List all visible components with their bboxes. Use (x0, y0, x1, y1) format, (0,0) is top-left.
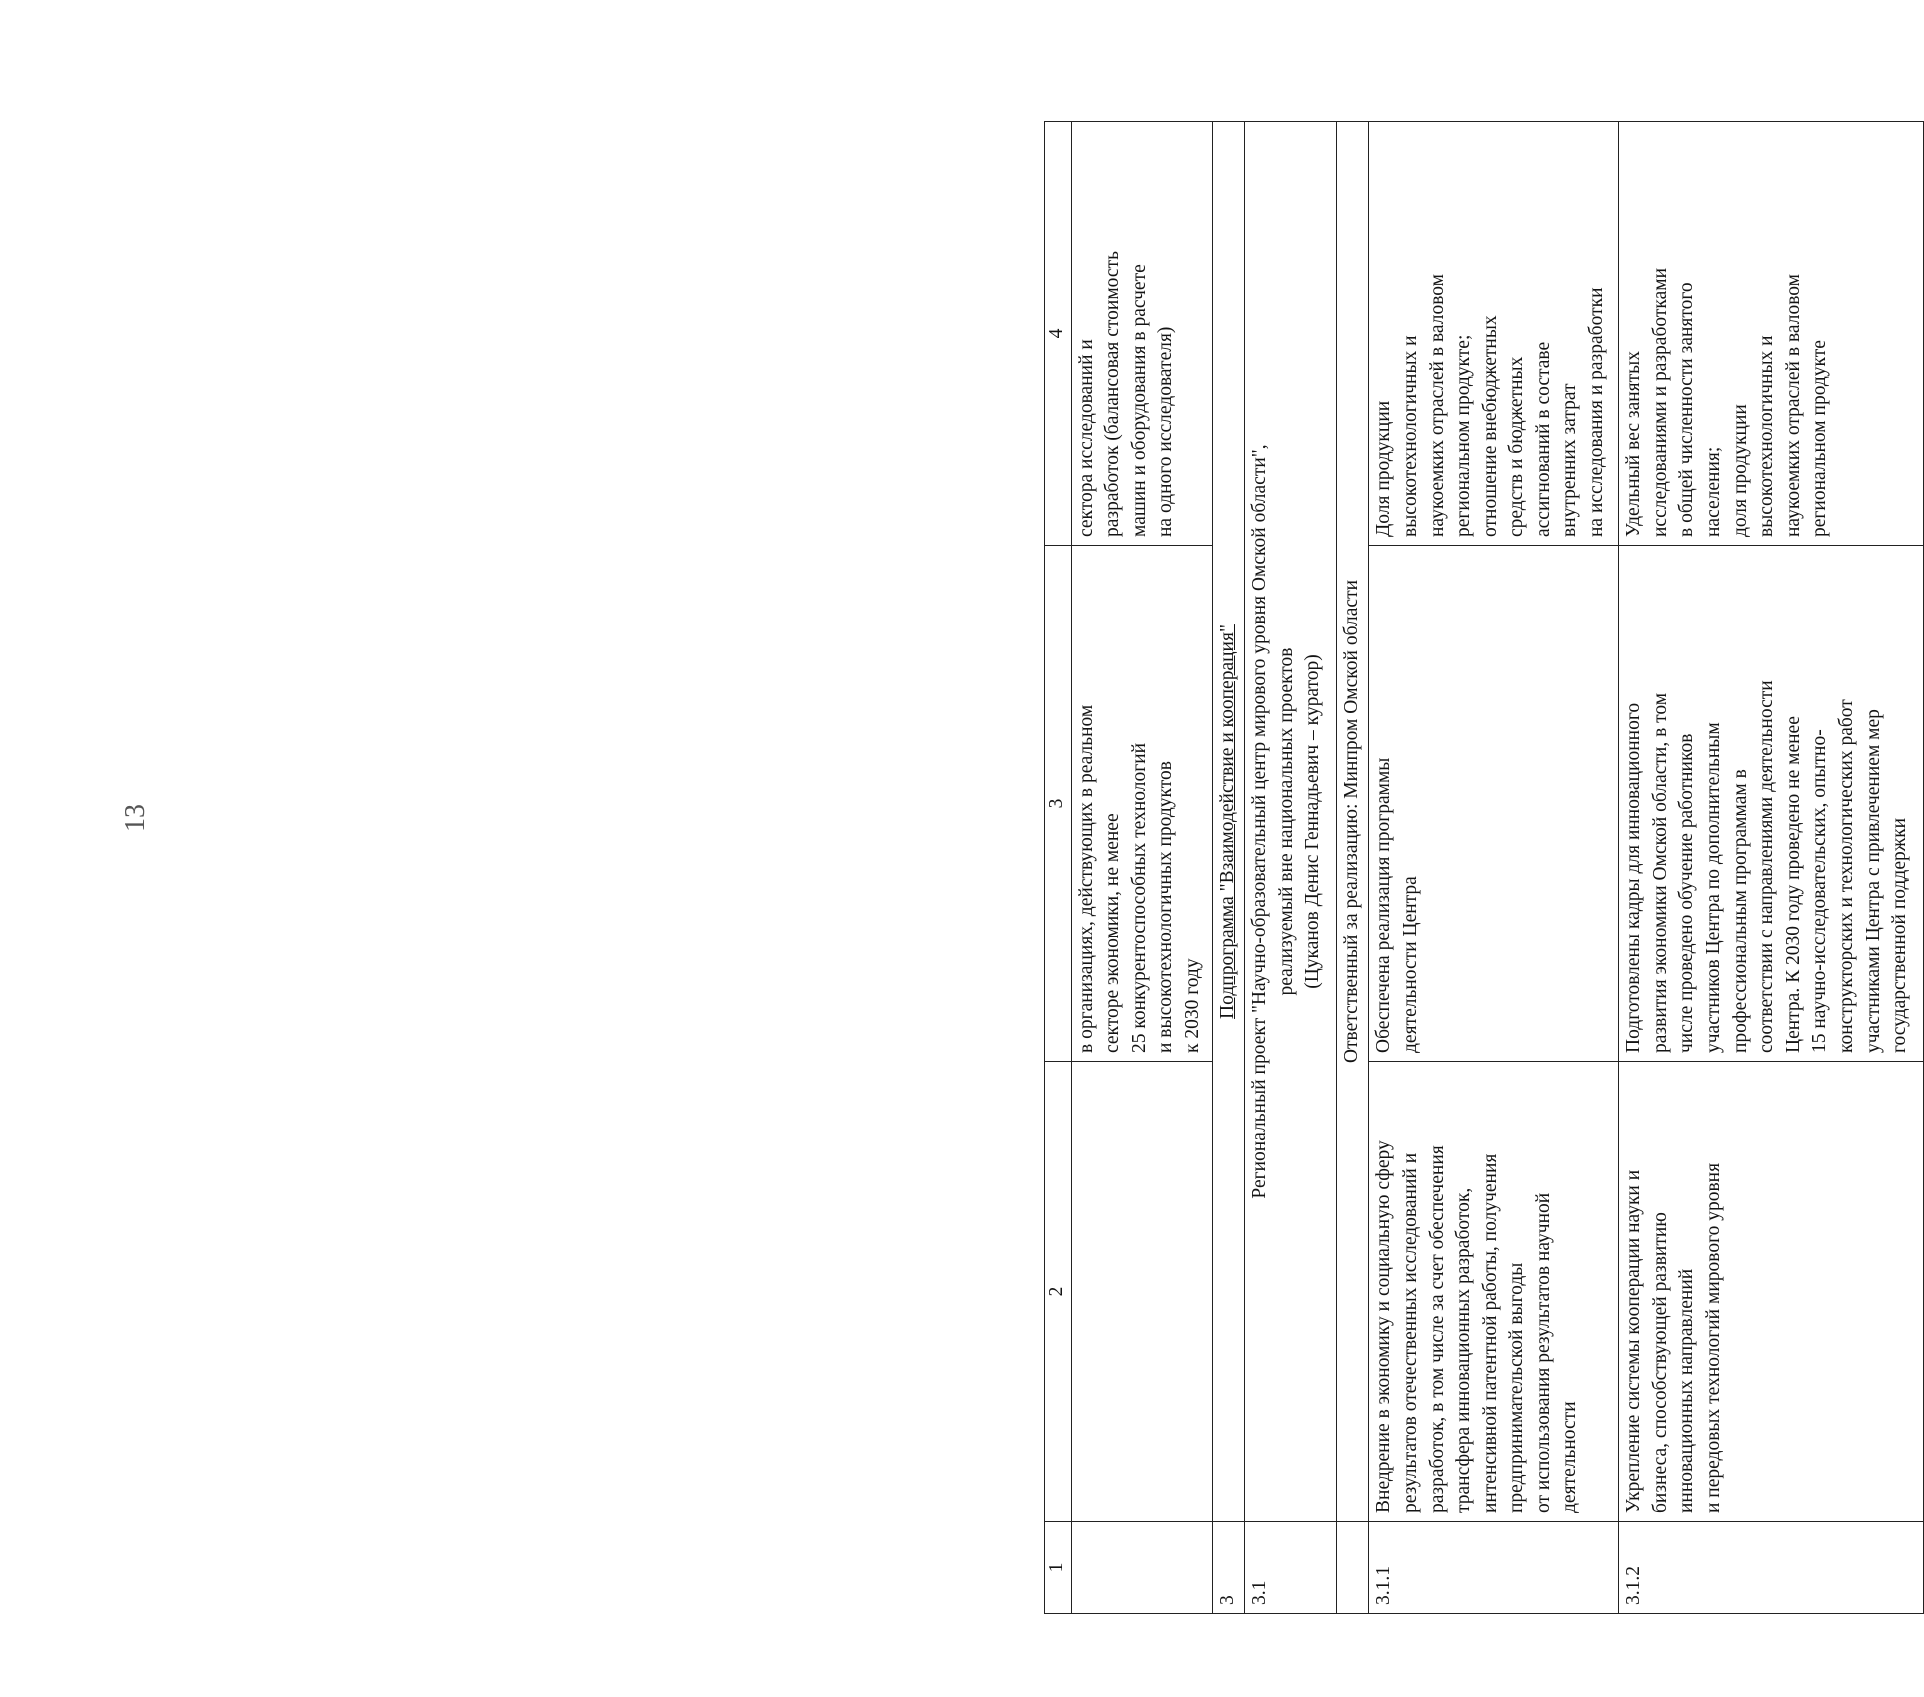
cell-result: в организациях, действующих в реальном секторе экономики, не менее 25 конкурентоспособных технологий и высокотехнологичных продуктов к 2030 году (1071, 546, 1212, 1062)
table-row (1369, 122, 1619, 1614)
subprogram-row (1212, 122, 1244, 1614)
row-number: 3.1.1 (1369, 1522, 1619, 1614)
project-number: 3.1 (1245, 1522, 1337, 1614)
row-result: Подготовлены кадры для инновационного развития экономики Омской области, в том числе проведено обучение работников участников Центра по дополнительным профессиональным программам в соответствии с направлениями деятельности Центра. К 2030 году проведено не менее 15 научно-исследовательских, опытно- конструкторских и технологических работ участниками Центра с привлечением мер государственной поддержки (1619, 546, 1924, 1062)
responsible-row (1337, 122, 1369, 1614)
continuation-row (1071, 122, 1212, 1614)
project-row (1245, 122, 1337, 1614)
cell-indicator: сектора исследований и разработок (балансовая стоимость машин и оборудования в расчете на одного исследователя) (1071, 122, 1212, 546)
responsible-empty-cell (1337, 1522, 1369, 1614)
project-title: Региональный проект "Научно-образовательный центр мирового уровня Омской области", реализуемый вне национальных проектов (Цуканов Денис Геннадьевич – куратор) (1245, 122, 1337, 1522)
column-header-4: 4 (1045, 122, 1072, 546)
subprogram-title: Подпрограмма "Взаимодействие и кооперация" (1216, 624, 1238, 1019)
cell-task (1071, 1062, 1212, 1522)
row-indicator: Доля продукции высокотехнологичных и наукоемких отраслей в валовом региональном продукте; отношение внебюджетных средств и бюджетных ассигнований в составе внутренних затрат на исследования и разработки (1369, 122, 1619, 546)
table-frame (1044, 122, 1924, 1614)
row-task: Укрепление системы кооперации науки и бизнеса, способствующей развитию инновационных направлений и передовых технологий мирового уровня (1619, 1062, 1924, 1522)
program-table (1044, 121, 1924, 1614)
subprogram-number: 3 (1212, 1522, 1244, 1614)
subprogram-title-cell (1212, 122, 1244, 1522)
table-row (1619, 122, 1924, 1614)
column-header-2: 2 (1045, 1062, 1072, 1522)
page-number: 13 (120, 804, 151, 832)
column-number-row (1045, 122, 1072, 1614)
column-header-1: 1 (1045, 1522, 1072, 1614)
row-task: Внедрение в экономику и социальную сферу результатов отечественных исследований и разработок, в том числе за счет обеспечения трансфера инновационных разработок, интенсивной патентной работы, получения предпринимательской выгоды от использования результатов научной деятельности (1369, 1062, 1619, 1522)
cell-number (1071, 1522, 1212, 1614)
row-number: 3.1.2 (1619, 1522, 1924, 1614)
row-result: Обеспечена реализация программы деятельности Центра (1369, 546, 1619, 1062)
column-header-3: 3 (1045, 546, 1072, 1062)
row-indicator: Удельный вес занятых исследованиями и разработками в общей численности занятого населения; доля продукции высокотехнологичных и наукоемких отраслей в валовом региональном продукте (1619, 122, 1924, 546)
responsible-text: Ответственный за реализацию: Минпром Омской области (1337, 122, 1369, 1522)
